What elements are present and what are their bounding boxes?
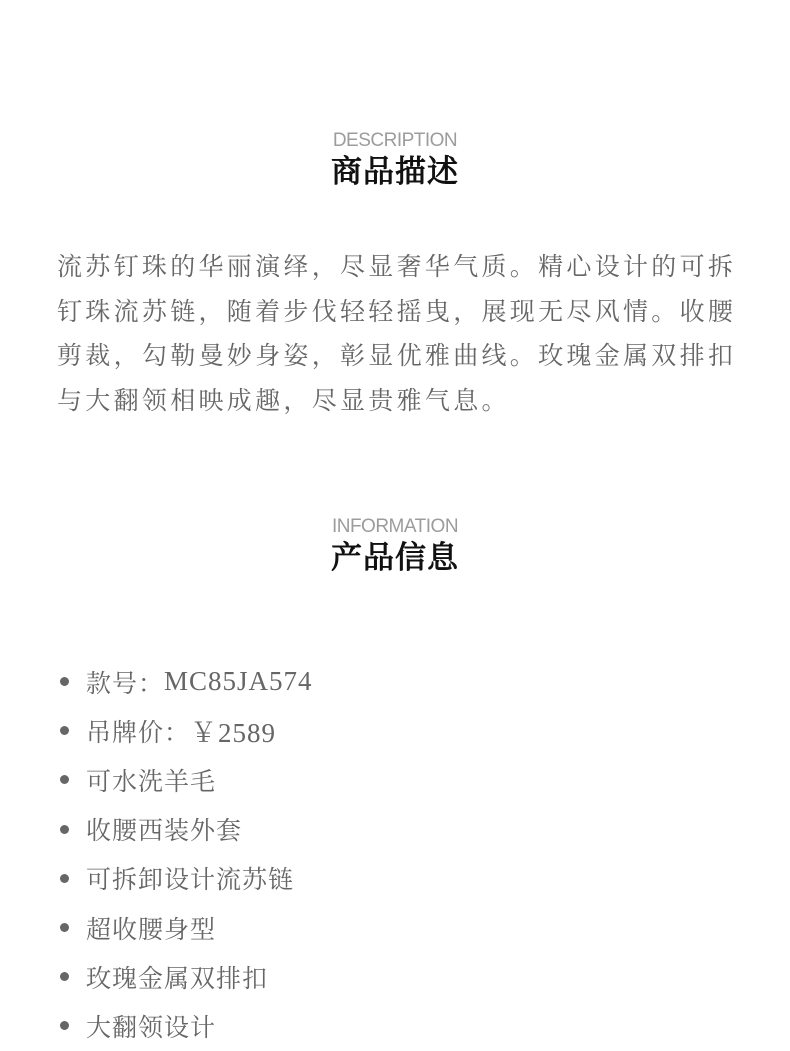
info-label: 收腰西装外套 [86,816,243,846]
information-subtitle: INFORMATION [331,516,459,537]
info-item-style-number [60,657,313,706]
info-value: ￥2589 [190,718,277,749]
bullet-icon [60,972,69,981]
info-item-waist-silhouette [60,903,313,952]
info-label: 玫瑰金属双排扣 [86,963,269,993]
info-item-tag-price [60,706,313,755]
info-label: 超收腰身型 [86,914,217,944]
info-label: 可拆卸设计流苏链 [86,865,295,895]
info-item-washable-wool [60,755,313,804]
description-title: 商品描述 [331,154,459,190]
product-info-list [60,657,313,1051]
info-item-detachable-chain [60,854,313,903]
information-title: 产品信息 [331,540,459,576]
info-label: 款号： [86,668,165,698]
bullet-icon [60,677,69,686]
info-value: MC85JA574 [164,666,313,697]
info-label: 大翻领设计 [86,1012,217,1042]
bullet-icon [60,726,69,735]
information-header [0,516,790,578]
info-item-large-lapel [60,1001,313,1050]
info-label: 可水洗羊毛 [86,766,217,796]
bullet-icon [60,775,69,784]
description-subtitle: DESCRIPTION [332,130,458,151]
info-item-fitted-blazer [60,805,313,854]
bullet-icon [60,825,69,834]
info-item-rose-gold-buttons [60,952,313,1001]
info-label: 吊牌价： [86,717,191,747]
description-header [0,130,790,192]
bullet-icon [60,1021,69,1030]
description-body: 流苏钉珠的华丽演绎，尽显奢华气质。精心设计的可拆钉珠流苏链，随着步伐轻轻摇曳，展现无尽风情。收腰剪裁，勾勒曼妙身姿，彰显优雅曲线。玫瑰金属双排扣与大翻领相映成趣，尽显贵雅气息。 [57,252,737,415]
bullet-icon [60,874,69,883]
bullet-icon [60,923,69,932]
